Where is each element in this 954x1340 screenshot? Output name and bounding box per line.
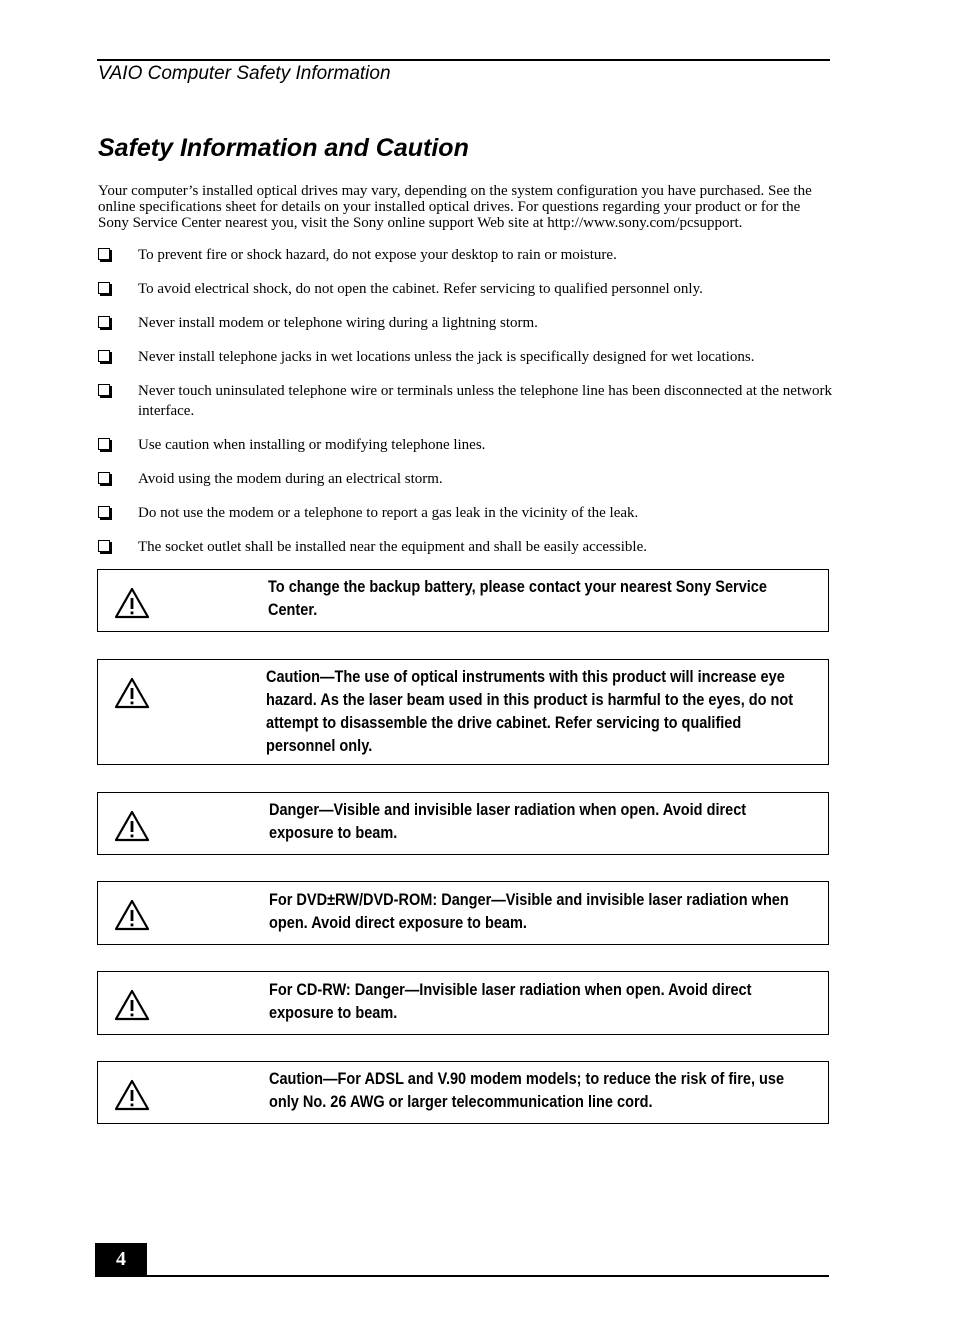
page-number: 4 — [95, 1243, 147, 1276]
checkbox-bullet-icon — [98, 540, 110, 552]
list-item: Do not use the modem or a telephone to report a gas leak in the vicinity of the leak. — [98, 503, 832, 523]
checkbox-bullet-icon — [98, 282, 110, 294]
header-rule — [97, 59, 830, 61]
checkbox-bullet-icon — [98, 350, 110, 362]
warning-box — [97, 792, 829, 855]
list-item: Never install telephone jacks in wet locations unless the jack is specifically designed for wet locations. — [98, 347, 832, 367]
warning-triangle-icon — [114, 1079, 150, 1111]
list-item: To prevent fire or shock hazard, do not expose your desktop to rain or moisture. — [98, 245, 832, 265]
running-header: VAIO Computer Safety Information — [98, 63, 391, 84]
list-item: Avoid using the modem during an electrical storm. — [98, 469, 832, 489]
warning-box — [97, 971, 829, 1035]
checkbox-bullet-icon — [98, 248, 110, 260]
list-item: Use caution when installing or modifying telephone lines. — [98, 435, 832, 455]
warning-triangle-icon — [114, 899, 150, 931]
section-title: Safety Information and Caution — [98, 134, 469, 162]
list-item: Never touch uninsulated telephone wire or terminals unless the telephone line has been disconnected at the network interface. — [98, 381, 832, 421]
checkbox-bullet-icon — [98, 506, 110, 518]
intro-paragraph: Your computer’s installed optical drives may vary, depending on the system configuration you have purchased. See the online specifications sheet for details on your installed optical drives. For questions regarding your product or for the Sony Service Center nearest you, visit the Sony online support Web site at http://www.sony.com/pcsupport. — [98, 183, 812, 231]
checkbox-bullet-icon — [98, 316, 110, 328]
warning-box — [97, 569, 829, 632]
list-item: Never install modem or telephone wiring during a lightning storm. — [98, 313, 832, 333]
warning-text: To change the backup battery, please contact your nearest Sony Service Center. — [268, 578, 767, 619]
warning-box — [97, 881, 829, 945]
checkbox-bullet-icon — [98, 438, 110, 450]
warning-triangle-icon — [114, 587, 150, 619]
footer-rule — [95, 1275, 829, 1277]
list-item: The socket outlet shall be installed near the equipment and shall be easily accessible. — [98, 537, 832, 557]
warning-text: Caution—The use of optical instruments with this product will increase eye hazard. As the laser beam used in this product is harmful to the eyes, do not attempt to disassemble the drive cabinet. Refer servicing to qualified personnel only. — [266, 668, 794, 755]
warning-text: Danger—Visible and invisible laser radiation when open. Avoid direct exposure to beam. — [269, 801, 747, 842]
warning-text: For CD-RW: Danger—Invisible laser radiation when open. Avoid direct exposure to beam. — [269, 981, 752, 1022]
safety-bullet-list — [98, 245, 832, 571]
checkbox-bullet-icon — [98, 472, 110, 484]
warning-triangle-icon — [114, 989, 150, 1021]
warning-text: For DVD±RW/DVD-ROM: Danger—Visible and invisible laser radiation when open. Avoid direct exposure to beam. — [269, 891, 789, 932]
warning-triangle-icon — [114, 810, 150, 842]
warning-triangle-icon — [114, 677, 150, 709]
list-item: To avoid electrical shock, do not open the cabinet. Refer servicing to qualified personnel only. — [98, 279, 832, 299]
checkbox-bullet-icon — [98, 384, 110, 396]
warning-box — [97, 1061, 829, 1124]
warning-text: Caution—For ADSL and V.90 modem models; to reduce the risk of fire, use only No. 26 AWG or larger telecommunication line cord. — [269, 1070, 785, 1111]
warning-box — [97, 659, 829, 765]
